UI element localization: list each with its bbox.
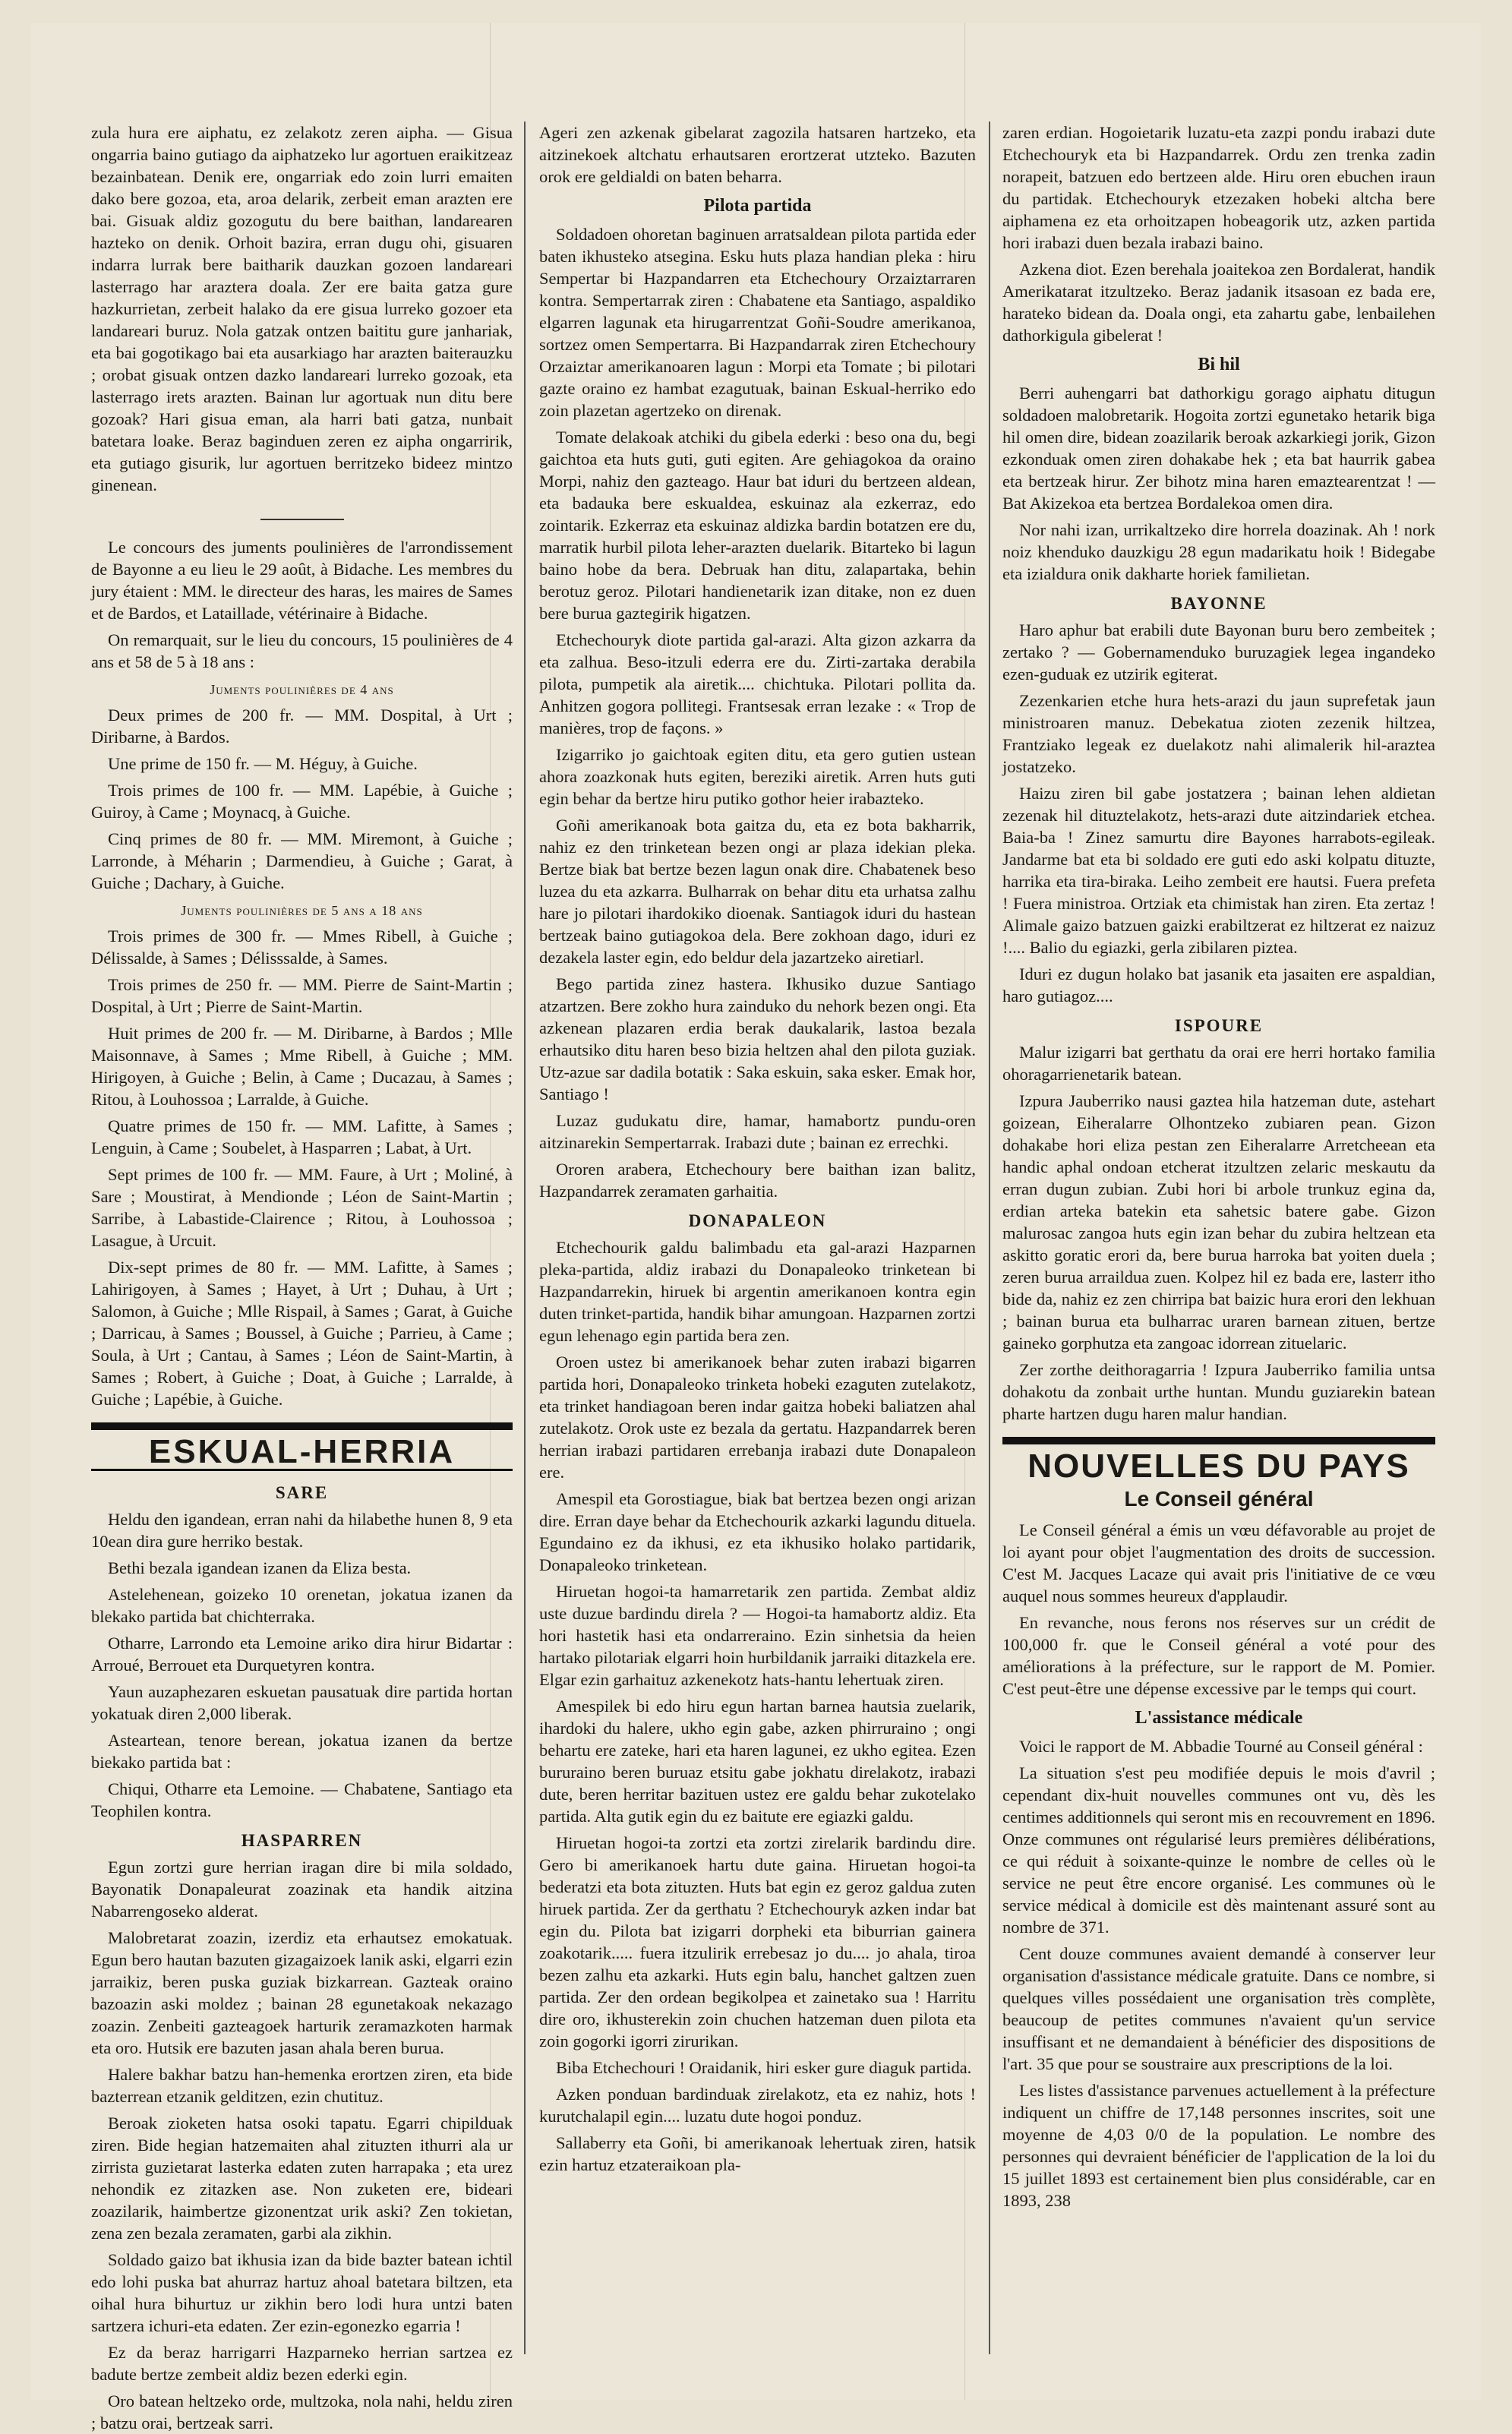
prize-entry: Trois primes de 300 fr. — Mmes Ribell, à Guiche ; Délissalde, à Sames ; Délisssalde, à Sames. bbox=[91, 927, 513, 968]
column-3 bbox=[1002, 122, 1435, 2354]
column-rule bbox=[989, 122, 990, 2354]
newspaper-page bbox=[30, 23, 1481, 2432]
paragraph: zaren erdian. Hogoietarik luzatu-eta zazpi pondu irabazi dute Etchechouryk eta bi Hazpandarrek. Ordu zen trenka zadin norapeit, batzuen edo bertzeen alde. Hiru oren ebuchen iraun du partidak. Etchechouryk etzezaken hobeki altcha bere aiphamena ez eta orhoitzapen hobeagorik utz, azken partida hori irabazi duen bezala irabazi baino. bbox=[1002, 123, 1435, 252]
paragraph: Azkena diot. Ezen berehala joaitekoa zen Bordalerat, handik Amerikatarat itzultzeko. Beraz jadanik itsasoan ez bada ere, harateko bidean da. Doala ongi, eta zahartu gabe, lenbailehen dathorkigula gibelerat ! bbox=[1002, 260, 1435, 345]
paragraph: Chiqui, Otharre eta Lemoine. — Chabatene, Santiago eta Teophilen kontra. bbox=[91, 1779, 513, 1820]
paragraph: Luzaz gudukatu dire, hamar, hamabortz pundu-oren aitzinarekin Sempertarrak. Irabazi dute ; bainan ez errechki. bbox=[539, 1111, 976, 1152]
section-title-eskual-herria: ESKUAL-HERRIA bbox=[91, 1422, 513, 1471]
paragraph: Otharre, Larrondo eta Lemoine ariko dira hirur Bidartar : Arroué, Berrouet eta Durquetyren kontra. bbox=[91, 1634, 513, 1675]
paragraph: Zer zorthe deithoragarria ! Izpura Jauberriko familia untsa dohakotu da zonbait urthe huntan. Mundu guziarekin batean pharte hartzen dugu haren malur handian. bbox=[1002, 1360, 1435, 1423]
paragraph: La situation s'est peu modifiée depuis le mois d'avril ; cependant dix-huit nouvelles communes ont vu, dès les centimes additionnels qui seront mis en recouvrement en 1896. Onze communes ont régularisé leurs premières délibérations, ce qui réduit à soixante-quinze le nombre de celles où le service ne peut être encore organisé. Les communes où le service médical à domicile est dès maintenant assuré sont au nombre de 371. bbox=[1002, 1763, 1435, 1937]
town-heading: BAYONNE bbox=[1170, 594, 1267, 613]
prize-entry: Sept primes de 100 fr. — MM. Faure, à Urt ; Moliné, à Sare ; Moustirat, à Mendionde ; Léon de Saint-Martin ; Sarribe, à Labastide-Clairence ; Ritou, à Louhossoa ; Lasague, à Urcuit. bbox=[91, 1165, 513, 1250]
paragraph: Etchechouryk diote partida gal-arazi. Alta gizon azkarra da eta zalhua. Beso-itzuli ederra ere du. Zirti-zartaka derabila pilota, pumpetik ala airetik.... chichtuka. Pilotari pollita da. Anhitzen gogora pollitegi. Frantsesak erran lezake : « Trop de manières, trop de façons. » bbox=[539, 630, 976, 737]
paragraph: zula hura ere aiphatu, ez zelakotz zeren aipha. — Gisua ongarria baino gutiago da aiphatzeko lur agortuen eraikitzeaz bezainbatean. Denik ere, ongarriak edo zoin lurri emaiten dako bere gozoa, eta, aroa delarik, zerbeit eman arazten ere bai. Gisuak aldiz gozogutu du bere baithan, landarearen hazteko on denik. Orhoit bazira, erran dugu ohi, gisuaren indarra lurrak bere baitharik dauzkan gozoen landareari lasterrago har araztera doala. Zer ere baita gatza gure hazkurrietan, zerbeit halako da ere gisua lurreko gozoer eta landareari buruz. Nola gatzak ontzen baititu gure janhariak, eta bai gogotikago bai eta ausarkiago har arazten baiterauzku ; orobat gisuak ontzen dazko landareari lurreko gozoak, eta lasterrago irets arazten. Bainan lur agortuak nun ditu bere gozoak? Hari gisua eman, ala harri bati gatza, nunbait batetara loake. Beraz baginduen zeren ez aipha ongarririk, eta gutiago gisurik, lur agortuen berritzeko bideez mintzo ginenean. bbox=[91, 123, 513, 494]
paragraph: Iduri ez dugun holako bat jasanik eta jasaiten ere aspaldian, haro gutiagoz.... bbox=[1002, 964, 1435, 1005]
prize-entry: Trois primes de 100 fr. — MM. Lapébie, à Guiche ; Guiroy, à Came ; Moynacq, à Guiche. bbox=[91, 781, 513, 822]
subheading: Juments poulinières de 5 ans a 18 ans bbox=[181, 903, 423, 918]
paragraph: Soldadoen ohoretan baginuen arratsaldean pilota partida eder baten ikhusteko atsegina. Esku huts plaza handian pleka : hiru Sempertar bi Hazpandarren eta Etchechoury Orzaiztarraren kontra. Sempertarrak ziren : Chabatene eta Santiago, aspaldiko elgarren lagunak eta hirugarrentzat Goñi-Soudre amerikanoa, sortzez omen Sempertarra. Bi Hazpandarrak ziren Etchechoury Orzaiztar amerikanoaren lagun : Morpi eta Tomate ; bi pilotari gazte oraino ez hambat ezagutuak, bainan Eskual-herriko edo zoin plazetan agertzeko on direnak. bbox=[539, 225, 976, 420]
paragraph: Malur izigarri bat gerthatu da orai ere herri hortako familia ohoragarrienetarik batean. bbox=[1002, 1043, 1435, 1084]
paragraph: Les listes d'assistance parvenues actuellement à la préfecture indiquent un chiffre de 17,148 personnes inscrites, soit une moyenne de 4,03 0/0 de la population. Le nombre des personnes qui devraient bénéficier de l'application de la loi du 15 juillet 1893 est certainement bien plus considérable, car en 1893, 238 bbox=[1002, 2081, 1435, 2210]
paragraph: Izigarriko jo gaichtoak egiten ditu, eta gero gutien ustean ahora zoazkonak huts egiten, bereziki airetik. Arren huts guti egin behar da bertze hiru putiko gothor heier irabazteko. bbox=[539, 745, 976, 808]
paragraph: Voici le rapport de M. Abbadie Tourné au Conseil général : bbox=[1019, 1737, 1423, 1756]
paragraph: Bethi bezala igandean izanen da Eliza besta. bbox=[108, 1558, 412, 1577]
prize-entry: Trois primes de 250 fr. — MM. Pierre de Saint-Martin ; Dospital, à Urt ; Pierre de Saint-Martin. bbox=[91, 975, 513, 1016]
paragraph: Berri auhengarri bat dathorkigu gorago aiphatu ditugun soldadoen malobretarik. Hogoita zortzi egunetako hetarik biga hil omen dire, bidean zoazilarik beroak azkarkiegi jorik, Gizon ezkonduak omen ziren dohakabe hek ; eta bat haurrik gabea eta bertzeak hirur. Zer bihotz mina haren emaztearentzat ! — Bat Akizekoa eta bertzea Bordalekoa omen dira. bbox=[1002, 384, 1435, 513]
column-rule bbox=[524, 122, 526, 2354]
paragraph: Ez da beraz harrigarri Hazparneko herrian sartzea ez badute bertze zembeit aldiz bezen ederki egin. bbox=[91, 2343, 513, 2384]
section-title-nouvelles-du-pays: NOUVELLES DU PAYS bbox=[1002, 1437, 1435, 1482]
prize-entry: Huit primes de 200 fr. — M. Diribarne, à Bardos ; Mlle Maisonnave, à Sames ; Mme Ribell, à Guiche ; MM. Hirigoyen, à Guiche ; Belin, à Came ; Ducazau, à Sames ; Ritou, à Louhossoa ; Larralde, à Guiche. bbox=[91, 1024, 513, 1109]
paragraph: Haro aphur bat erabili dute Bayonan buru bero zembeitek ; zertako ? — Gobernamenduko buruzagiek legea ingandeko ezen-guduak ez utzirik egiterat. bbox=[1002, 620, 1435, 683]
paragraph: Soldado gaizo bat ikhusia izan da bide bazter batean ichtil edo lohi puska bat ahurraz hartuz ahoal batetara biltzen, eta oihal hura bihurtuz ur zikhin bero lodi hura untzi baten sartzera ichuri-eta edaten. Zer ezin-egonezko egarria ! bbox=[91, 2250, 513, 2335]
article-heading: Le Conseil général bbox=[1124, 1487, 1314, 1511]
prize-entry: Deux primes de 200 fr. — MM. Dospital, à Urt ; Diribarne, à Bardos. bbox=[91, 706, 513, 747]
paragraph: Nor nahi izan, urrikaltzeko dire horrela doazinak. Ah ! nork noiz khenduko dauzkigu 28 egun madarikatu hoik ! Bidegabe eta izialdura onik dakharte horiek familietan. bbox=[1002, 520, 1435, 583]
paragraph: Hiruetan hogoi-ta zortzi eta zortzi zirelarik bardindu dire. Gero bi amerikanoek hartu dute gaina. Hiruetan hogoi-ta bederatzi eta bota zituzten. Huts bat egin ez geroz galdua zuten hiruek partida. Zer da gerthatu ? Etchechouryk azken indar bat egin du. Pilota bat izigarri dorpheki eta biburrian gainera zoakotarik..... fuera itzulirik errebesaz jo du.... jo ahala, tiroa bezen zalhu eta azkarki. Huts egin balu, hanchet galtzen zuen partida. Zer den ordean begikolpea et zainetako sua ! Harritu dire oro, ikhusterekin zoin chuchen hatzeman duen pilota eta zoin gogorki igorri zirurikan. bbox=[539, 1833, 976, 2050]
paragraph: Ororen arabera, Etchechoury bere baithan izan balitz, Hazpandarrek zeramaten garhaitia. bbox=[539, 1160, 976, 1201]
paragraph: En revanche, nous ferons nos réserves sur un crédit de 100,000 fr. que le Conseil général a voté pour des améliorations à la préfecture, sur le rapport de M. Pomier. C'est peut-être une dépense excessive par le temps qui court. bbox=[1002, 1613, 1435, 1698]
article-heading: L'assistance médicale bbox=[1135, 1708, 1303, 1728]
prize-entry: Cinq primes de 80 fr. — MM. Miremont, à Guiche ; Larronde, à Méharin ; Darmendieu, à Guiche ; Garat, à Guiche ; Dachary, à Guiche. bbox=[91, 829, 513, 892]
separator bbox=[91, 504, 513, 526]
paragraph: Biba Etchechouri ! Oraidanik, hiri esker gure diaguk partida. bbox=[556, 2058, 972, 2077]
paragraph: Ageri zen azkenak gibelarat zagozila hatsaren hartzeko, eta aitzinekoek altchatu erhautsaren erortzerat utzteko. Bazuten orok ere geldialdi on baten beharra. bbox=[539, 123, 976, 186]
prize-entry: Quatre primes de 150 fr. — MM. Lafitte, à Sames ; Lenguin, à Came ; Soubelet, à Hasparren ; Labat, à Urt. bbox=[91, 1116, 513, 1157]
paragraph: Le Conseil général a émis un vœu défavorable au projet de loi ayant pour objet l'augmentation des droits de succession. C'est M. Jacques Lacaze qui avait pris l'initiative de ce vœu auquel nous sommes heureux d'applaudir. bbox=[1002, 1520, 1435, 1605]
column-1 bbox=[91, 122, 513, 2432]
paragraph: Zezenkarien etche hura hets-arazi du jaun suprefetak jaun ministroaren manuz. Debekatua zioten zezenik hiltzea, Frantziako legeak ez duelakotz nahi alimalerik hil-araztea jostatzeko. bbox=[1002, 691, 1435, 776]
prize-entry: Une prime de 150 fr. — M. Héguy, à Guiche. bbox=[108, 754, 418, 773]
paragraph: Amespil eta Gorostiague, biak bat bertzea bezen ongi arizan dire. Erran daye behar da Etchechourik azkarki lagundu dituela. Egundaino ez da ikhusi, ez eta ikhusiko holako partidarik, Donapaleoko trinketean. bbox=[539, 1489, 976, 1574]
paragraph: Halere bakhar batzu han-hemenka erortzen ziren, eta bide bazterrean etzanik gelditzen, ezin chutituz. bbox=[91, 2065, 513, 2106]
paragraph: Bego partida zinez hastera. Ikhusiko duzue Santiago atzartzen. Bere zokho hura zainduko du nehork bezen ongi. Eta azkenean plazaren erdia berak daukalarik, lastoa bezala erhautsiko ditu haren beso bizia heltzen ahal den pilota guziak. Utz-azue sar dadila botatik : Saka eskuin, saka esker. Emak hor, Santiago ! bbox=[539, 974, 976, 1103]
paragraph: Egun zortzi gure herrian iragan dire bi mila soldado, Bayonatik Donapaleurat zoazinak eta handik aitzina Nabarrengoseko alderat. bbox=[91, 1858, 513, 1921]
prize-entry: Dix-sept primes de 80 fr. — MM. Lafitte, à Sames ; Lahirigoyen, à Sames ; Hayet, à Urt ; Duhau, à Urt ; Salomon, à Guiche ; Mlle Rispail, à Sames ; Garat, à Guiche ; Darricau, à Sames ; Boussel, à Guiche ; Parrieu, à Came ; Soula, à Urt ; Cantau, à Sames ; Léon de Saint-Martin, à Sames ; Robert, à Guiche ; Doat, à Guiche ; Larralde, à Guiche ; Lapébie, à Guiche. bbox=[91, 1258, 513, 1409]
paragraph: Beroak zioketen hatsa osoki tapatu. Egarri chipilduak ziren. Bide hegian hatzemaiten ahal zituzten ithurri ala ur zirrista guzietarat lasterka edaten zuten harrapaka ; eta urez nehondik ez zitazken ase. Non zuketen ere, bideari zoazilarik, haimbertze gizonentzat urik aski? Zen tokietan, zena zen bezala zeramaten, garbi ala zikhin. bbox=[91, 2114, 513, 2243]
paragraph: Heldu den igandean, erran nahi da hilabethe hunen 8, 9 eta 10ean dira gure herriko bestak. bbox=[91, 1510, 513, 1551]
paragraph: Yaun auzaphezaren eskuetan pausatuak dire partida hortan yokatuak diren 2,000 liberak. bbox=[91, 1682, 513, 1723]
town-heading: ISPOURE bbox=[1174, 1016, 1264, 1035]
paragraph: Le concours des juments poulinières de l'arrondissement de Bayonne a eu lieu le 29 août, à Bidache. Les membres du jury étaient : MM. le directeur des haras, les maires de Sames et de Bardos, et Lataillade, vétérinaire à Bidache. bbox=[91, 538, 513, 623]
paragraph: Goñi amerikanoak bota gaitza du, eta ez bota bakharrik, nahiz ez den trinketean bezen ongi ar plaza idekian pleka. Bertze biak bat bertze bezen lagun onak dire. Chabatenek beso luzea du eta azkarra. Bulharrak on behar ditu eta urhatsa zalhu hare jo pilotari ihardokiko dioenak. Santiagok iduri du hastean bertzeak baino gutiagokoa dela. Bere zokhoan dago, iduri ez dezakela laster egin, edo beldur dela jazartzeko airetiarl. bbox=[539, 816, 976, 967]
article-heading: Bi hil bbox=[1198, 355, 1240, 374]
paragraph: Azken ponduan bardinduak zirelakotz, eta ez nahiz, hots ! kurutchalapil egin.... luzatu dute hogoi ponduz. bbox=[539, 2085, 976, 2126]
paragraph: Etchechourik galdu balimbadu eta gal-arazi Hazparnen pleka-partida, aldiz irabazi du Donapaleoko trinketean bi Hazpandarrekin, hiruek bi argentin amerikanoen kontra egin duten trinket-partida, handik bihar amungoan. Hazparnen zortzi egun lehenago egin partida bera zen. bbox=[539, 1238, 976, 1345]
paragraph: Oro batean heltzeko orde, multzoka, nola nahi, heldu ziren ; batzu orai, bertzeak sarri. bbox=[91, 2391, 513, 2432]
paragraph: Asteartean, tenore berean, jokatua izanen da bertze biekako partida bat : bbox=[91, 1731, 513, 1772]
town-heading: HASPARREN bbox=[241, 1831, 363, 1850]
paragraph: Astelehenean, goizeko 10 orenetan, jokatua izanen da blekako partida bat chichterraka. bbox=[91, 1585, 513, 1626]
paragraph: Izpura Jauberriko nausi gaztea hila hatzeman dute, astehart goizean, Eiheralarre Olhontzeko zubiaren pean. Gizon dohakabe hori eliza pestan zen Eiheralarre Arretcheean eta handic aphal ondoan etcherat itzultzen zelaric meskautu da erran dugun zubian. Zubi hori bi arbole trunkuz egina da, erdian arteka batekin eta sahetsic batere gabe. Gizon malurosac zangoa huts egin izan behar du zubira heltzean eta askitto goratic erori da, bere burua harroka bat yoiten duela ; zeren burua arraildua zuen. Kolpez hil ez bada ere, lasterr itho bide da, nahiz ez zen chirripa bat baizic hura erori den lekhuan ; bainan burua eta bulharrac uraren barnean zituen, bertze gaineko gorphutza eta zangoac idorrean zituelaric. bbox=[1002, 1091, 1435, 1353]
paragraph: Haizu ziren bil gabe jostatzera ; bainan lehen aldietan zezenak hil dituztelakotz, hets-arazi dute aitzindariek etchea. Baia-ba ! Zinez samurtu dire Bayones harrabots-egileak. Jandarme bat eta bi soldado ere guti edo aski kolpatu dituzte, harrika eta tira-biraka. Leiho zembeit ere hautsi. Fuera prefeta ! Fuera ministroa. Ortziak eta chimistak han ziren. Eta zertaz ! Alimale gaizo batzuen gaizki erabiltzerat ez hiltzerat ez naizuz !.... Balio du egiazki, gerla zibilaren piztea. bbox=[1002, 784, 1435, 957]
paragraph: Hiruetan hogoi-ta hamarretarik zen partida. Zembat aldiz uste duzue bardindu direla ? — Hogoi-ta hamabortz aldiz. Eta hori hastetik hasi eta ondarreraino. Ezin sinhetsia da heien hartako pilotariak elgarri hoin hurbildanik jarraiki ditazkela ere. Elgar ezin garhaituz azkenekotz hats-hantu lehertuak ziren. bbox=[539, 1582, 976, 1689]
paragraph: Oroen ustez bi amerikanoek behar zuten irabazi bigarren partida hori, Donapaleoko trinketa hobeki ezaguten zutelakotz, eta trinket handiagoan beren indar gaitza hobeki baliatzen ahal zutelakotz. Orok uste ez bezala da gertatu. Hazpandarrek beren herrian irabazi partidaren errebanja irabazi dute Donapaleon ere. bbox=[539, 1353, 976, 1482]
paragraph: Amespilek bi edo hiru egun hartan barnea hautsia zuelarik, ihardoki du halere, ukho egin gabe, azken phirruraino ; ongi behartu ere zateke, hari eta haren lagunei, ez ukho egitea. Ezen bururaino beren buruaz etsitu gabe jokhatu direlakotz, irabazi dute, beren herritar bazituen ustez ere galdu behar zukotelako partida. Alta gutik egin du ez baitute ere egiazki galdu. bbox=[539, 1697, 976, 1826]
paragraph: Sallaberry eta Goñi, bi amerikanoak lehertuak ziren, hatsik ezin hartuz etzateraikoan pla- bbox=[539, 2133, 976, 2174]
town-heading: SARE bbox=[275, 1483, 329, 1502]
paragraph: Tomate delakoak atchiki du gibela ederki : beso ona du, begi gaichtoa eta huts guti, guti egiten. Are gehiagokoa da oraino Morpi, nahiz den gazteago. Haur bat iduri du bertzeen aldean, eta badauka bere eskualdea, eskuinaz ala ezkerraz, edo zointarik. Ezkerraz eta eskuinaz aldizka bardin botatzen ere du, marratik hurbil pilota leher-arazten duelarik. Bitarteko bi lagun baino hobe da bera. Debruak han ditu, zalapartaka, behin berotuz geroz. Pilotari handienetarik izan ditake, non ez duen bere burua gaztegirik higatzen. bbox=[539, 428, 976, 623]
subheading: Juments poulinières de 4 ans bbox=[210, 682, 394, 697]
town-heading: DONAPALEON bbox=[688, 1211, 827, 1230]
paragraph: On remarquait, sur le lieu du concours, 15 poulinières de 4 ans et 58 de 5 à 18 ans : bbox=[91, 630, 513, 671]
paragraph: Malobretarat zoazin, izerdiz eta erhautsez emokatuak. Egun bero hautan bazuten gizagaizoek lanik aski, elgarri ezin jarraikiz, beren puska guziak bizkarrean. Gazteak oraino bazoazin aski moldez ; bainan 28 egunetakoak nekazago zoazin. Zenbeiti gazteagoek harturik zeramazkoten harmak eta oro. Hutsik ere bazuten jasan ahala beren burua. bbox=[91, 1928, 513, 2057]
column-2 bbox=[539, 122, 976, 2354]
article-heading: Pilota partida bbox=[703, 196, 812, 216]
paragraph: Cent douze communes avaient demandé à conserver leur organisation d'assistance médicale gratuite. Dans ce nombre, si quelques villes possédaient une organisation très complète, beaucoup de petites communes n'avaient qu'un service insuffisant et ne demandaient à bénéficier des dispositions de l'art. 35 que pour se soustraire aux prescriptions de la loi. bbox=[1002, 1944, 1435, 2073]
